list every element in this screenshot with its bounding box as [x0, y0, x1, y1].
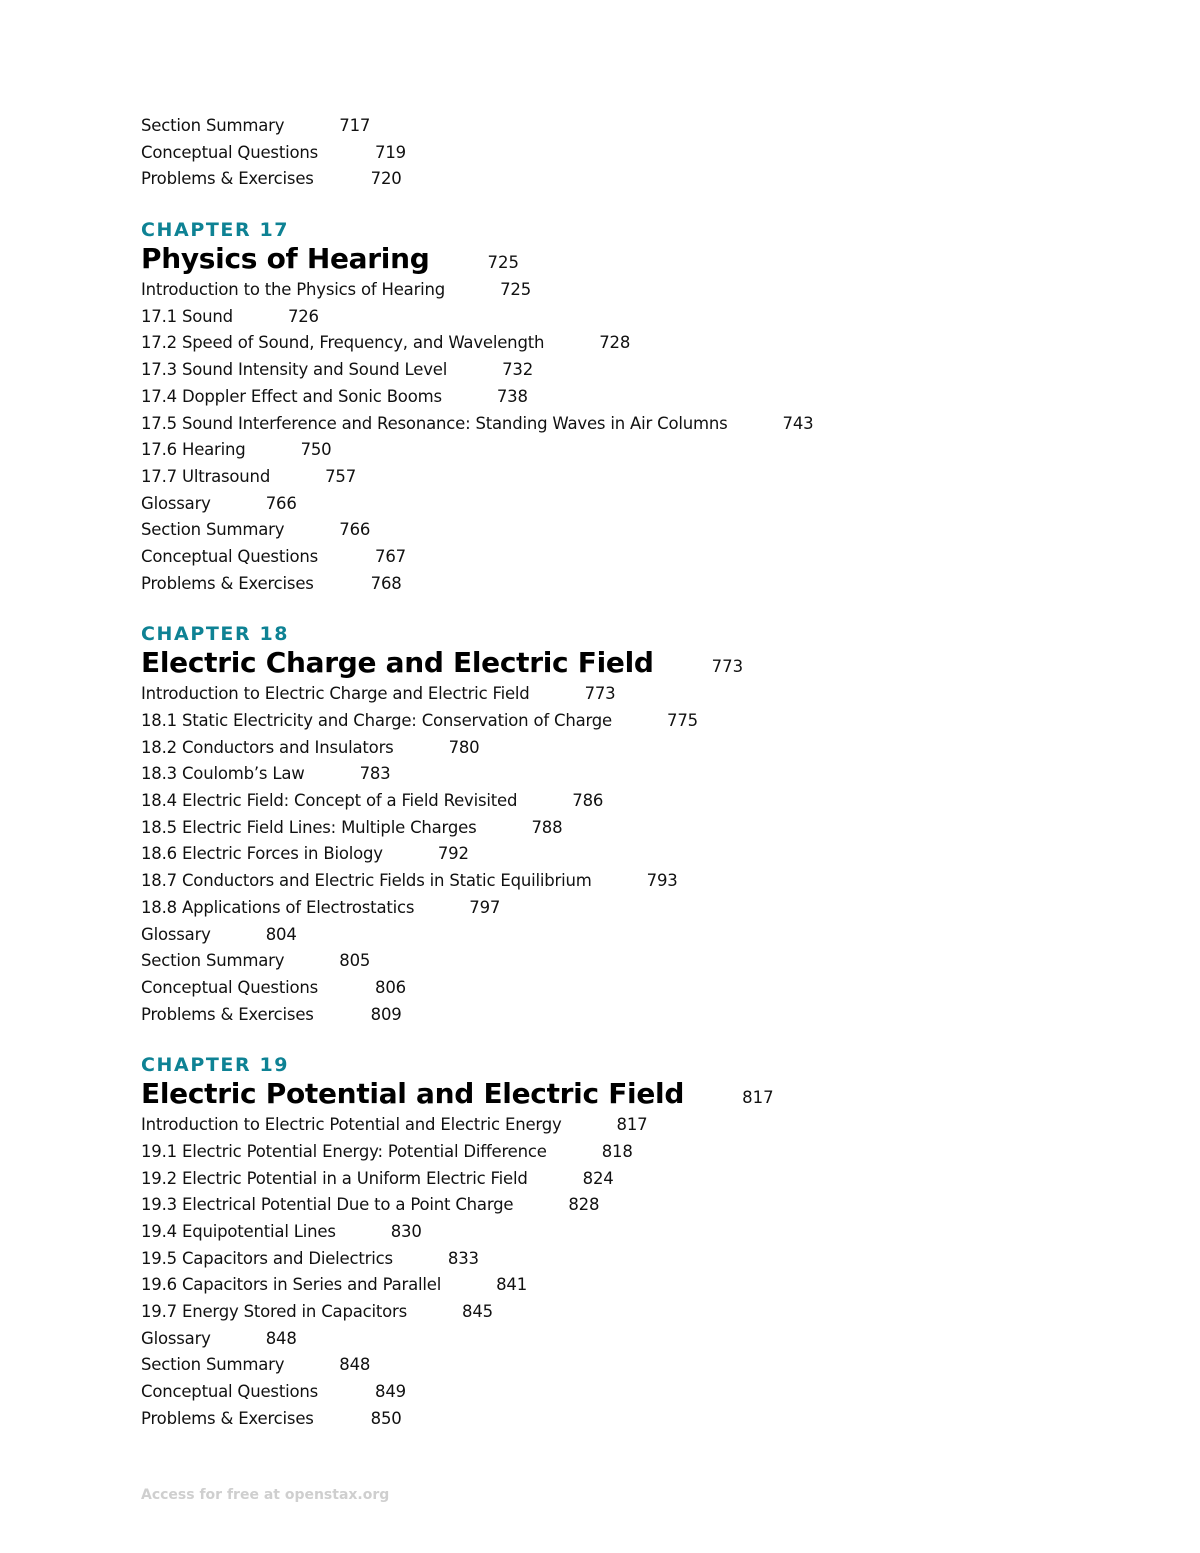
toc-entry[interactable] — [141, 788, 1141, 815]
chapter-label: CHAPTER 19 — [141, 1054, 290, 1077]
toc-entry-title: Glossary — [141, 493, 211, 513]
toc-entry-title: 18.6 Electric Forces in Biology — [141, 844, 383, 864]
toc-entry-page: 805 — [339, 951, 371, 971]
toc-entry-title: Glossary — [141, 1328, 211, 1348]
toc-entry[interactable] — [141, 1272, 1141, 1299]
toc-entry[interactable] — [141, 1139, 1141, 1166]
chapter-title-row[interactable] — [141, 647, 1141, 681]
toc-entry[interactable] — [141, 841, 1141, 868]
toc-entry[interactable] — [141, 330, 1141, 357]
toc-entry-page: 750 — [300, 440, 332, 460]
toc-entry-title: 19.1 Electric Potential Energy: Potential Difference — [141, 1141, 547, 1161]
toc-entry-page: 719 — [375, 142, 406, 162]
toc-entry-title: 17.6 Hearing — [141, 440, 246, 460]
chapter-title: Physics of Hearing — [141, 242, 430, 276]
toc-entry[interactable] — [141, 411, 1141, 438]
toc-entry-page: 845 — [462, 1302, 493, 1322]
chapter-page: 725 — [487, 253, 519, 273]
toc-entry[interactable] — [141, 1219, 1141, 1246]
toc-entry-title: Problems & Exercises — [141, 1004, 314, 1024]
toc-entry-title: 19.5 Capacitors and Dielectrics — [141, 1248, 393, 1268]
toc-entry-page: 757 — [325, 466, 356, 486]
toc-entry[interactable] — [141, 1166, 1141, 1193]
toc-column — [141, 113, 1141, 1457]
toc-entry-title: Conceptual Questions — [141, 977, 319, 997]
toc-entry[interactable] — [141, 1379, 1141, 1406]
toc-entry-title: 18.7 Conductors and Electric Fields in Static Equilibrium — [141, 871, 592, 891]
toc-entry-title: 18.4 Electric Field: Concept of a Field Revisited — [141, 791, 518, 811]
toc-entry-title: 18.8 Applications of Electrostatics — [141, 897, 415, 917]
chapter-label: CHAPTER 18 — [141, 623, 290, 646]
toc-entry-title: 17.7 Ultrasound — [141, 466, 271, 486]
toc-entry-title: 17.4 Doppler Effect and Sonic Booms — [141, 386, 442, 406]
toc-entry-page: 717 — [339, 116, 371, 135]
toc-entry-title: 18.5 Electric Field Lines: Multiple Charges — [141, 817, 477, 837]
toc-entry-page: 725 — [500, 280, 531, 300]
toc-entry-page: 809 — [370, 1004, 402, 1024]
toc-entry-page: 824 — [582, 1168, 614, 1188]
toc-entry-title: 17.3 Sound Intensity and Sound Level — [141, 360, 448, 380]
toc-entry-title: Introduction to Electric Potential and Electric Energy — [141, 1115, 562, 1135]
toc-entry-page: 783 — [359, 764, 391, 784]
toc-entry-page: 850 — [370, 1408, 402, 1428]
chapter-page: 773 — [711, 657, 744, 677]
toc-entry-page: 849 — [375, 1382, 406, 1402]
toc-entry-title: 18.1 Static Electricity and Charge: Conservation of Charge — [141, 711, 613, 730]
toc-entry[interactable] — [141, 1352, 1141, 1379]
toc-entry-page: 818 — [601, 1141, 633, 1161]
chapter-page: 817 — [742, 1088, 774, 1108]
chapter-16-tail — [141, 113, 1141, 193]
toc-entry-title: Problems & Exercises — [141, 169, 314, 189]
toc-entry-page: 848 — [339, 1355, 371, 1375]
toc-entry-page: 767 — [375, 546, 406, 566]
toc-entry-page: 797 — [469, 897, 501, 917]
toc-entry-page: 743 — [782, 413, 814, 433]
chapter-19 — [141, 1052, 1141, 1432]
toc-entry-title: 17.2 Speed of Sound, Frequency, and Wavelength — [141, 333, 545, 353]
toc-entry[interactable] — [141, 1246, 1141, 1273]
toc-entry[interactable] — [141, 922, 1141, 949]
toc-entry[interactable] — [141, 868, 1141, 895]
toc-entry[interactable] — [141, 735, 1141, 762]
toc-entry[interactable] — [141, 1112, 1141, 1139]
toc-entry[interactable] — [141, 384, 1141, 411]
toc-entry[interactable] — [141, 357, 1141, 384]
toc-entry-title: 19.7 Energy Stored in Capacitors — [141, 1302, 408, 1322]
chapter-18 — [141, 621, 1141, 1028]
toc-entry-page: 848 — [265, 1328, 297, 1348]
toc-entry[interactable] — [141, 464, 1141, 491]
toc-entry[interactable] — [141, 1326, 1141, 1353]
toc-entry-page: 828 — [568, 1195, 600, 1215]
toc-entry-page: 766 — [265, 493, 297, 513]
toc-entry[interactable] — [141, 544, 1141, 571]
chapter-17 — [141, 217, 1141, 597]
toc-entry-page: 841 — [496, 1275, 528, 1295]
toc-entry-title: Conceptual Questions — [141, 142, 319, 162]
toc-entry-page: 775 — [667, 711, 698, 730]
toc-entry-title: Section Summary — [141, 116, 285, 135]
toc-entry-page: 726 — [287, 306, 319, 326]
toc-entry-page: 817 — [616, 1115, 648, 1135]
toc-entry[interactable] — [141, 708, 1141, 735]
toc-entry[interactable] — [141, 1299, 1141, 1326]
toc-entry-page: 788 — [531, 817, 563, 837]
toc-entry-title: 19.3 Electrical Potential Due to a Point Charge — [141, 1195, 514, 1215]
toc-entry-title: 18.2 Conductors and Insulators — [141, 737, 394, 757]
chapter-title-row[interactable] — [141, 243, 1141, 277]
toc-entry-page: 728 — [599, 333, 631, 353]
toc-entry-title: 17.5 Sound Interference and Resonance: Standing Waves in Air Columns — [141, 413, 728, 433]
toc-entry-title: Conceptual Questions — [141, 1382, 319, 1402]
toc-entry[interactable] — [141, 1192, 1141, 1219]
toc-entry[interactable] — [141, 304, 1141, 331]
toc-entry-title: 18.3 Coulomb’s Law — [141, 764, 305, 784]
toc-entry-page: 738 — [496, 386, 528, 406]
toc-entry-page: 773 — [584, 684, 616, 704]
toc-entry-title: Introduction to Electric Charge and Electric Field — [141, 684, 530, 704]
toc-entry-title: Conceptual Questions — [141, 546, 319, 566]
toc-entry[interactable] — [141, 140, 1141, 167]
toc-entry-page: 792 — [437, 844, 469, 864]
toc-entry-page: 786 — [572, 791, 604, 811]
toc-entry-title: Section Summary — [141, 1355, 285, 1375]
toc-entry[interactable] — [141, 491, 1141, 518]
toc-entry-title: 19.2 Electric Potential in a Uniform Electric Field — [141, 1168, 528, 1188]
toc-entry[interactable] — [141, 437, 1141, 464]
toc-entry[interactable] — [141, 975, 1141, 1002]
toc-entry[interactable] — [141, 517, 1141, 544]
toc-entry[interactable] — [141, 681, 1141, 708]
toc-entry-page: 830 — [390, 1222, 422, 1241]
chapter-title: Electric Potential and Electric Field — [141, 1077, 685, 1111]
toc-entry-page: 806 — [375, 977, 406, 997]
toc-entry-title: Introduction to the Physics of Hearing — [141, 280, 446, 300]
toc-entry-title: 19.4 Equipotential Lines — [141, 1222, 336, 1241]
toc-entry[interactable] — [141, 895, 1141, 922]
toc-entry-page: 720 — [370, 169, 402, 189]
toc-entry[interactable] — [141, 166, 1141, 193]
toc-entry-title: Problems & Exercises — [141, 573, 314, 593]
toc-entry[interactable] — [141, 571, 1141, 598]
toc-entry[interactable] — [141, 761, 1141, 788]
toc-entry-title: Section Summary — [141, 520, 285, 540]
toc-entry-page: 833 — [447, 1248, 479, 1268]
toc-entry-title: Section Summary — [141, 951, 285, 971]
toc-entry[interactable] — [141, 815, 1141, 842]
toc-entry-page: 768 — [370, 573, 402, 593]
toc-entry[interactable] — [141, 948, 1141, 975]
toc-entry-page: 804 — [265, 924, 297, 944]
toc-entry-page: 732 — [502, 360, 533, 380]
toc-entry[interactable] — [141, 1002, 1141, 1029]
toc-entry-title: 17.1 Sound — [141, 306, 233, 326]
toc-entry-title: Problems & Exercises — [141, 1408, 314, 1428]
toc-entry-title: Glossary — [141, 924, 211, 944]
toc-entry[interactable] — [141, 277, 1141, 304]
toc-entry-page: 793 — [646, 871, 678, 891]
toc-entry[interactable] — [141, 113, 1141, 140]
toc-entry[interactable] — [141, 1406, 1141, 1433]
toc-entry-page: 766 — [339, 520, 371, 540]
toc-entry-title: 19.6 Capacitors in Series and Parallel — [141, 1275, 442, 1295]
chapter-title-row[interactable] — [141, 1078, 1141, 1112]
chapter-title: Electric Charge and Electric Field — [141, 646, 654, 680]
toc-entry-page: 780 — [448, 737, 480, 757]
chapter-label: CHAPTER 17 — [141, 219, 290, 242]
footer-access-link[interactable]: Access for free at openstax.org — [141, 1487, 390, 1503]
